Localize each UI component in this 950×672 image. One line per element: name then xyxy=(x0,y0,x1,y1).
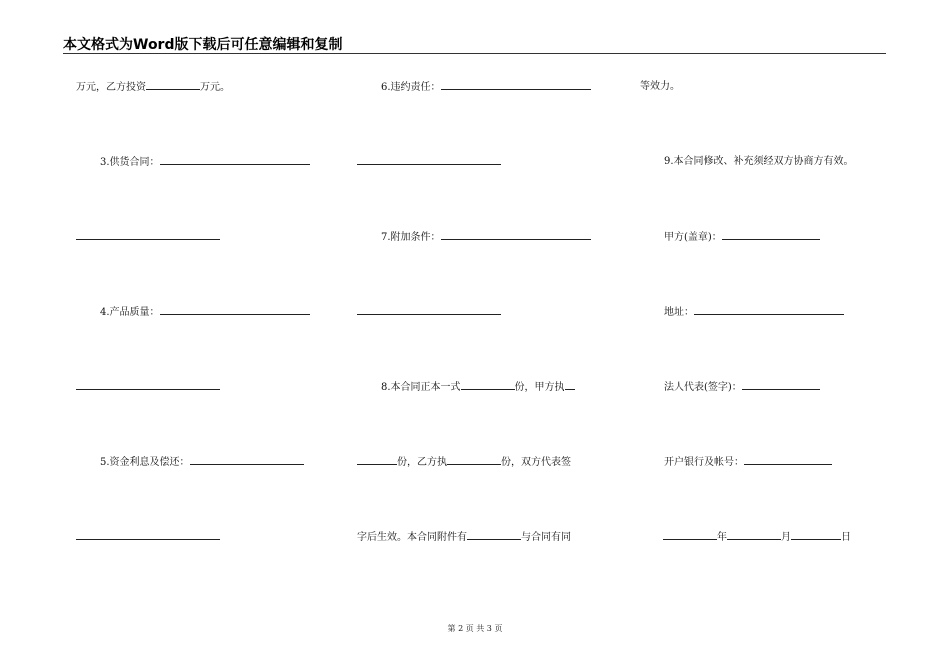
col1-product-quality xyxy=(100,305,310,319)
day-label: 日 xyxy=(841,532,851,543)
page-number: 第 2 页 共 3 页 xyxy=(447,624,503,633)
blank-field xyxy=(441,230,591,240)
address-label: 地址： xyxy=(664,307,694,318)
col1-blank-line xyxy=(76,230,220,244)
blank-field xyxy=(727,530,781,540)
col3-address xyxy=(664,305,844,319)
blank-field xyxy=(565,380,575,390)
attachments-label: 字后生效。本合同附件有 xyxy=(357,532,467,543)
col2-copies xyxy=(381,380,575,394)
page-header xyxy=(63,34,886,54)
blank-field xyxy=(663,530,717,540)
blank-field xyxy=(467,530,521,540)
blank-field xyxy=(357,305,501,315)
representatives-sign: 份，双方代表签 xyxy=(501,457,571,468)
col3-date xyxy=(663,530,851,544)
party-a-holds: 份，甲方执 xyxy=(514,382,565,393)
blank-field xyxy=(76,530,220,540)
col3-amendments xyxy=(664,155,854,168)
equal-effect-text: 等效力。 xyxy=(640,81,680,92)
header-title: 本文格式为Word版下载后可任意编辑和复制 xyxy=(63,37,343,53)
blank-field xyxy=(76,230,220,240)
year-label: 年 xyxy=(717,532,727,543)
col3-bank-account xyxy=(664,455,832,469)
product-quality-label: 4.产品质量： xyxy=(100,307,160,318)
col2-additional-terms xyxy=(381,230,591,244)
blank-field xyxy=(76,380,220,390)
blank-field xyxy=(744,455,832,465)
blank-field xyxy=(190,455,304,465)
party-b-holds: 份，乙方执 xyxy=(397,457,447,468)
legal-rep-label: 法人代表(签字)： xyxy=(664,382,742,393)
col2-blank-line xyxy=(357,305,501,319)
col2-copies-cont xyxy=(357,455,571,469)
blank-field xyxy=(357,155,501,165)
blank-field xyxy=(461,380,515,390)
col1-supply-contract xyxy=(100,155,310,169)
blank-field xyxy=(357,455,397,465)
bank-account-label: 开户银行及帐号： xyxy=(664,457,744,468)
blank-field xyxy=(160,305,310,315)
supply-contract-label: 3.供货合同： xyxy=(100,157,160,168)
blank-field xyxy=(146,80,200,90)
additional-terms-label: 7.附加条件： xyxy=(381,232,441,243)
col1-interest-repayment xyxy=(100,455,304,469)
col1-blank-line xyxy=(76,380,220,394)
blank-field xyxy=(441,80,591,90)
blank-field xyxy=(722,230,820,240)
same-as-contract: 与合同有同 xyxy=(521,532,571,543)
party-a-seal-label: 甲方(盖章)： xyxy=(664,232,722,243)
col3-party-a-seal xyxy=(664,230,820,244)
col1-line1 xyxy=(76,80,230,94)
copies-label: 8.本合同正本一式 xyxy=(381,382,461,393)
col3-legal-rep xyxy=(664,380,820,394)
interest-repayment-label: 5.资金利息及偿还： xyxy=(100,457,190,468)
amendments-text: 9.本合同修改、补充须经双方协商方有效。 xyxy=(664,156,854,167)
blank-field xyxy=(791,530,841,540)
col2-breach-liability xyxy=(381,80,591,94)
col2-attachments xyxy=(357,530,571,544)
blank-field xyxy=(742,380,820,390)
col1-line1-post: 万元。 xyxy=(200,82,230,93)
col2-blank-line xyxy=(357,155,501,169)
blank-field xyxy=(447,455,501,465)
month-label: 月 xyxy=(781,532,791,543)
breach-liability-label: 6.违约责任： xyxy=(381,82,441,93)
blank-field xyxy=(160,155,310,165)
col1-blank-line xyxy=(76,530,220,544)
page-footer xyxy=(0,623,950,634)
col3-equal-effect xyxy=(640,80,680,93)
blank-field xyxy=(694,305,844,315)
col1-line1-pre: 万元，乙方投资 xyxy=(76,82,146,93)
